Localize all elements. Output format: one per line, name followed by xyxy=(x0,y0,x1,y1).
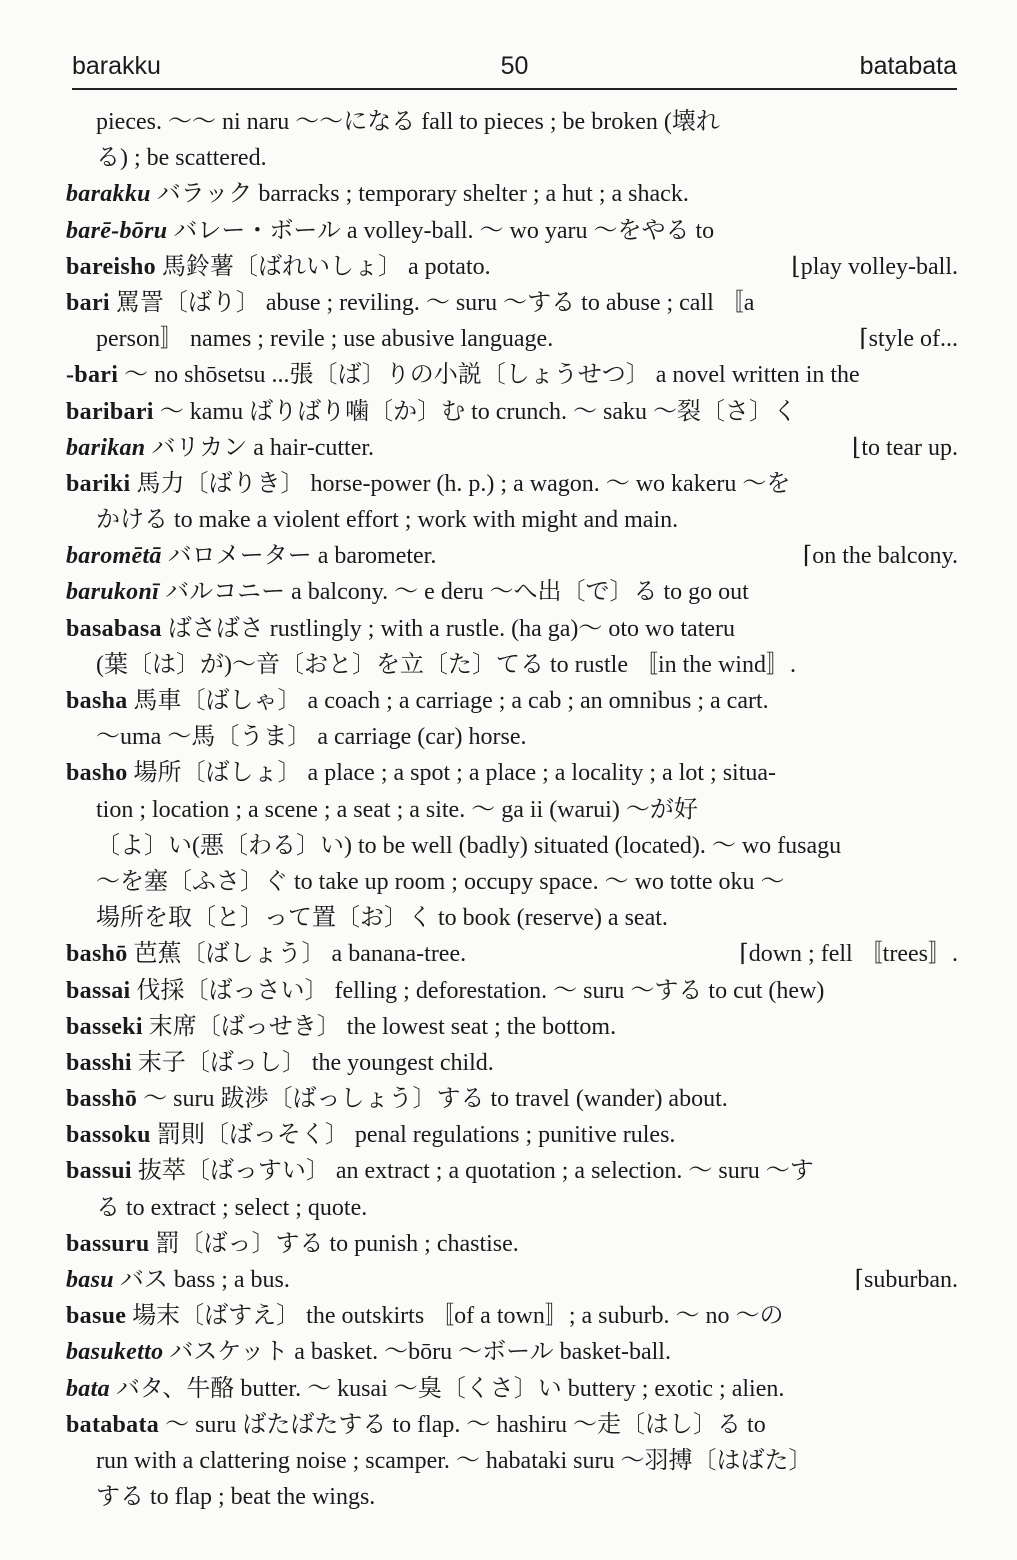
definition-text: 馬車〔ばしゃ〕 a coach ; a carriage ; a cab ; an omnibus ; a cart. xyxy=(127,688,769,714)
definition-text: 罰〔ばっ〕する to punish ; chastise. xyxy=(149,1230,519,1257)
entry-line xyxy=(66,611,958,647)
definition-text: 罵詈〔ばり〕 abuse ; reviling. ～ suru ～する to abuse ; call 〚a xyxy=(109,289,755,316)
definition-text: 抜萃〔ばっすい〕 an extract ; a quotation ; a selection. ～ suru ～す xyxy=(131,1158,814,1185)
headword: basha xyxy=(66,688,128,714)
headword: bareisho xyxy=(66,253,156,280)
headword: barē-bōru xyxy=(66,217,168,244)
definition-text: する to flap ; beat the wings. xyxy=(96,1484,376,1511)
definition-text: ～ suru ばたばたする to flap. ～ hashiru ～走〔はし〕る to xyxy=(159,1411,766,1438)
definition-text: バリカン a hair-cutter. xyxy=(145,434,375,461)
headword: barukonī xyxy=(66,579,160,606)
headword: basho xyxy=(66,760,128,787)
definition-text: 場所を取〔と〕って置〔お〕く to book (reserve) a seat. xyxy=(96,905,668,932)
definition-text: 場末〔ばすえ〕 the outskirts 〚of a town〛; a suburb. ～ no ～の xyxy=(126,1303,784,1330)
entry-line xyxy=(66,502,958,538)
headword: batabata xyxy=(66,1411,160,1438)
header-first-entry: barakku xyxy=(72,52,161,80)
definition-text: 末子〔ばっし〕 the youngest child. xyxy=(131,1049,494,1076)
definition-text: 馬鈴薯〔ばれいしょ〕 a potato. xyxy=(155,253,491,280)
entry-line xyxy=(66,1262,958,1298)
entry-line xyxy=(66,249,958,285)
definition-text: 罰則〔ばっそく〕 penal regulations ; punitive rules. xyxy=(150,1122,676,1149)
entry-line xyxy=(66,574,958,610)
entry-line xyxy=(66,394,958,430)
definition-text: person〛 names ; revile ; use abusive language. xyxy=(96,326,554,353)
definition-text: 場所〔ばしょ〕 a place ; a spot ; a place ; a locality ; a lot ; situa- xyxy=(127,760,777,787)
headword: basue xyxy=(66,1303,127,1330)
definition-text: バスケット a basket. ～bōru ～ボール basket-ball. xyxy=(163,1339,671,1366)
headword: basseki xyxy=(66,1013,143,1040)
entry-line xyxy=(66,683,958,719)
entry-line xyxy=(66,538,958,574)
headword: bassuru xyxy=(66,1230,150,1257)
headword: basabasa xyxy=(66,615,162,642)
entry-line xyxy=(66,466,958,502)
definition-text: run with a clattering noise ; scamper. ～ habataki suru ～羽搏〔はばた〕 xyxy=(96,1447,813,1474)
entry-line xyxy=(66,864,958,900)
definition-text: バス bass ; a bus. xyxy=(113,1267,290,1293)
page-header xyxy=(72,48,957,90)
entry-line xyxy=(66,104,958,140)
headword: bashō xyxy=(66,941,128,968)
headword: barakku xyxy=(66,181,151,208)
definition-text: る) ; be scattered. xyxy=(96,145,267,172)
headword: barikan xyxy=(66,434,146,461)
definition-text: る to extract ; select ; quote. xyxy=(96,1194,368,1221)
definition-text: pieces. ～～ ni naru ～～になる fall to pieces ; be broken (壊れ xyxy=(96,109,720,135)
definition-text: バロメーター a barometer. xyxy=(161,543,437,570)
headword: bari xyxy=(66,289,110,316)
entry-line xyxy=(66,936,958,972)
entry-line xyxy=(66,176,958,212)
definition-text: 末席〔ばっせき〕 the lowest seat ; the bottom. xyxy=(142,1013,617,1040)
dictionary-entries xyxy=(66,104,958,1515)
entry-line xyxy=(66,1190,958,1226)
wrapped-continuation: ⌈style of... xyxy=(859,326,958,353)
entry-line xyxy=(66,828,958,864)
wrapped-continuation: ⌈suburban. xyxy=(854,1267,958,1293)
definition-text: tion ; location ; a scene ; a seat ; a site. ～ ga ii (warui) ～が好 xyxy=(96,796,698,823)
entry-line xyxy=(66,647,958,683)
entry-line xyxy=(66,1371,958,1407)
entry-line xyxy=(66,357,958,393)
header-last-entry: batabata xyxy=(859,52,957,80)
entry-line xyxy=(66,321,958,357)
wrapped-continuation: ⌊play volley-ball. xyxy=(791,253,958,280)
entry-line xyxy=(66,973,958,1009)
headword: bariki xyxy=(66,470,131,497)
entry-line xyxy=(66,900,958,936)
definition-text: (葉〔は〕が)～音〔おと〕を立〔た〕てる to rustle 〚in the wind〛. xyxy=(96,651,796,678)
entry-line xyxy=(66,213,958,249)
entry-line xyxy=(66,1479,958,1515)
entry-line xyxy=(66,1334,958,1370)
headword: basshi xyxy=(66,1049,132,1076)
definition-text: ～ no shōsetsu ...張〔ば〕りの小説〔しょうせつ〕 a novel written in the xyxy=(118,362,860,389)
headword: bata xyxy=(66,1375,110,1402)
headword: basu xyxy=(66,1267,114,1293)
entry-line xyxy=(66,1009,958,1045)
definition-text: かける to make a violent effort ; work with might and main. xyxy=(96,507,679,534)
definition-text: バルコニー a balcony. ～ e deru ～へ出〔で〕る to go out xyxy=(159,579,749,606)
definition-text: 伐採〔ばっさい〕 felling ; deforestation. ～ suru ～する to cut (hew) xyxy=(130,977,825,1004)
definition-text: 〔よ〕い(悪〔わる〕い) to be well (badly) situated (located). ～ wo fusagu xyxy=(96,832,842,859)
definition-text: ～ kamu ばりばり噛〔か〕む to crunch. ～ saku ～裂〔さ〕く xyxy=(153,398,798,425)
headword: baromētā xyxy=(66,543,162,570)
entry-line xyxy=(66,140,958,176)
page-number: 50 xyxy=(500,52,529,80)
wrapped-continuation: ⌊to tear up. xyxy=(852,434,958,461)
definition-text: 馬力〔ばりき〕 horse-power (h. p.) ; a wagon. ～ wo kakeru ～を xyxy=(130,470,791,497)
definition-text: バレー・ボール a volley-ball. ～ wo yaru ～をやる to xyxy=(167,217,715,244)
entry-line xyxy=(66,1298,958,1334)
headword: -bari xyxy=(66,362,119,389)
headword: bassui xyxy=(66,1158,132,1185)
entry-line xyxy=(66,1226,958,1262)
entry-line xyxy=(66,1117,958,1153)
wrapped-continuation: ⌈down ; fell 〚trees〛. xyxy=(739,941,958,968)
entry-line xyxy=(66,719,958,755)
entry-line xyxy=(66,755,958,791)
headword: basuketto xyxy=(66,1339,164,1366)
entry-line xyxy=(66,1153,958,1189)
entry-line xyxy=(66,1443,958,1479)
entry-line xyxy=(66,430,958,466)
headword: basshō xyxy=(66,1086,138,1113)
definition-text: バラック barracks ; temporary shelter ; a hut ; a shack. xyxy=(150,181,689,208)
headword: bassai xyxy=(66,977,131,1004)
entry-line xyxy=(66,1081,958,1117)
definition-text: 芭蕉〔ばしょう〕 a banana-tree. xyxy=(127,941,467,968)
definition-text: ～ suru 跋渉〔ばっしょう〕する to travel (wander) about. xyxy=(137,1086,728,1113)
entry-line xyxy=(66,1407,958,1443)
headword: baribari xyxy=(66,398,154,425)
definition-text: バタ、牛酪 butter. ～ kusai ～臭〔くさ〕い buttery ; exotic ; alien. xyxy=(109,1375,785,1402)
definition-text: ばさばさ rustlingly ; with a rustle. (ha ga)～ oto wo tateru xyxy=(161,615,736,642)
entry-line xyxy=(66,1045,958,1081)
headword: bassoku xyxy=(66,1122,151,1149)
entry-line xyxy=(66,285,958,321)
entry-line xyxy=(66,792,958,828)
definition-text: ～uma ～馬〔うま〕 a carriage (car) horse. xyxy=(96,724,527,751)
definition-text: ～を塞〔ふさ〕ぐ to take up room ; occupy space. ～ wo totte oku ～ xyxy=(96,868,785,895)
wrapped-continuation: ⌈on the balcony. xyxy=(802,543,958,570)
